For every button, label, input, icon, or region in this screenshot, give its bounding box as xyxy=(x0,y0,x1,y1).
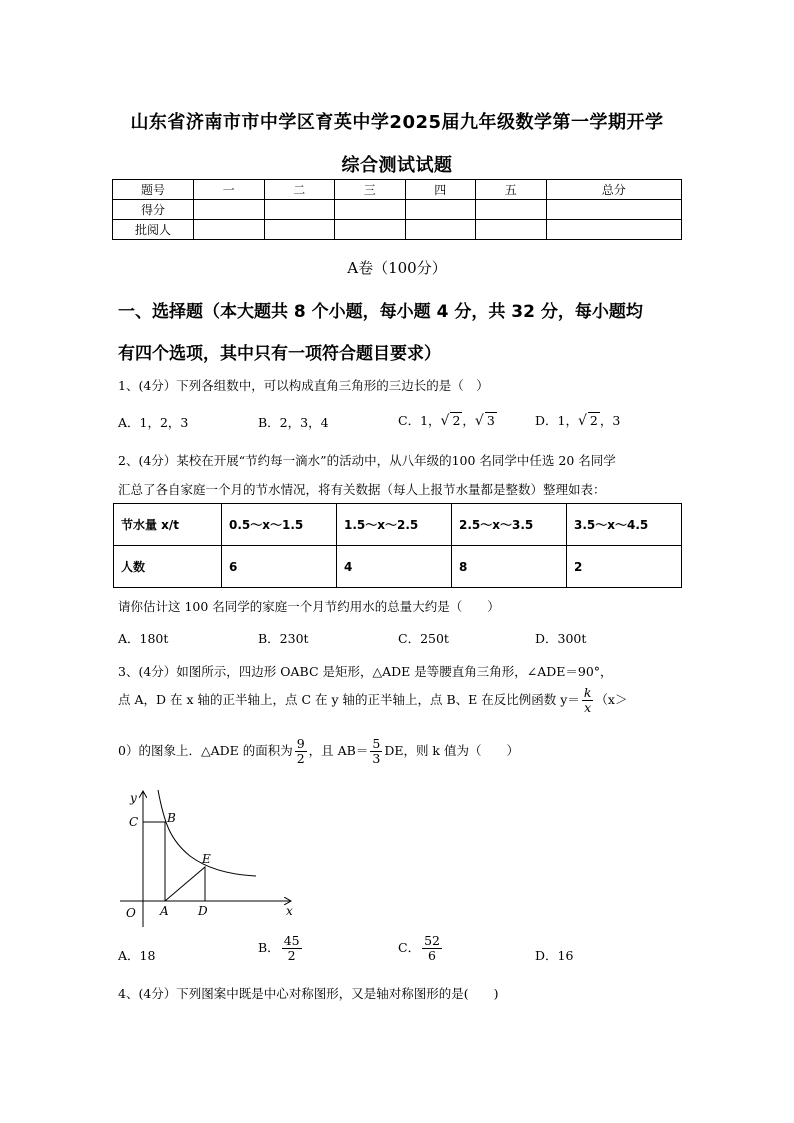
q3-option-b-prefix: B． xyxy=(258,939,280,955)
q2-question: 请你估计这 100 名同学的家庭一个月节约用水的总量大约是（ ） xyxy=(118,599,500,614)
q3-line2-tail: （x＞ xyxy=(595,691,628,707)
score-cell[interactable] xyxy=(405,200,476,220)
q3-stem-line3 xyxy=(118,737,519,766)
section1-heading-line1: 一、选择题（本大题共 8 个小题，每小题 4 分，共 32 分，每小题均 xyxy=(118,302,643,322)
water-cell: 6 xyxy=(222,546,337,588)
score-cell[interactable] xyxy=(335,220,406,240)
q1-option-c-radicand2: 3 xyxy=(486,413,495,428)
score-cell[interactable] xyxy=(476,200,547,220)
score-cell[interactable] xyxy=(546,220,682,240)
label-e: E xyxy=(202,852,211,866)
score-table xyxy=(112,179,682,240)
score-table-header-row xyxy=(113,180,682,200)
sqrt-icon: √ xyxy=(440,413,450,429)
water-row-label: 人数 xyxy=(114,546,222,588)
q3-option-c-prefix: C． xyxy=(398,939,421,955)
water-cell: 4 xyxy=(337,546,452,588)
score-header-cell: 一 xyxy=(194,180,265,200)
fraction-denominator: 3 xyxy=(372,750,381,766)
fraction-k-over-x xyxy=(582,686,594,715)
fraction-denominator: 2 xyxy=(287,947,296,963)
score-cell[interactable] xyxy=(264,200,335,220)
q1-option-c[interactable] xyxy=(398,411,497,429)
q1-option-d-radicand: 2 xyxy=(589,413,598,428)
q2-option-b[interactable]: B．230t xyxy=(258,631,309,646)
page-title-line1: 山东省济南市市中学区育英中学2025届九年级数学第一学期开学 xyxy=(130,112,664,133)
q1-option-d-suffix: ，3 xyxy=(599,413,621,428)
rectangle-oabc xyxy=(143,822,165,901)
water-header-cell: 节水量 x/t xyxy=(114,504,222,546)
fraction-denominator: x xyxy=(584,699,592,715)
q2-stem-line2: 汇总了各自家庭一个月的节水情况，将有关数据（每人上报节水量都是整数）整理如表： xyxy=(118,482,606,497)
water-table-row xyxy=(114,546,682,588)
fraction-5-over-3 xyxy=(370,737,382,766)
q3-line3-b: ，且 AB＝ xyxy=(308,742,369,758)
water-cell: 8 xyxy=(452,546,567,588)
page-title-line2: 综合测试试题 xyxy=(341,155,453,176)
fraction-denominator: 2 xyxy=(296,750,305,766)
sqrt-icon: √ xyxy=(474,413,484,429)
label-a: A xyxy=(160,904,169,918)
section1-heading-line2: 有四个选项，其中只有一项符合题目要求） xyxy=(118,344,441,364)
label-c: C xyxy=(129,815,139,829)
label-d: D xyxy=(198,904,208,918)
score-header-cell: 五 xyxy=(476,180,547,200)
score-header-cell: 题号 xyxy=(113,180,194,200)
score-row-defen xyxy=(113,200,682,220)
q2-option-d[interactable]: D．300t xyxy=(535,631,587,646)
fraction-numerator: 9 xyxy=(296,736,305,751)
water-header-cell: 2.5～x～3.5 xyxy=(452,504,567,546)
score-header-cell: 四 xyxy=(405,180,476,200)
water-cell: 2 xyxy=(567,546,682,588)
score-cell[interactable] xyxy=(194,220,265,240)
q2-option-c[interactable]: C．250t xyxy=(398,631,449,646)
fraction-52-over-6 xyxy=(422,934,442,963)
q1-option-c-radicand1: 2 xyxy=(452,413,461,428)
score-cell[interactable] xyxy=(335,200,406,220)
score-row-piyueren xyxy=(113,220,682,240)
score-header-cell: 二 xyxy=(264,180,335,200)
q1-option-c-prefix: C．1， xyxy=(398,413,441,428)
q3-option-d[interactable]: D．16 xyxy=(535,948,574,963)
q1-option-b[interactable]: B．2，3，4 xyxy=(258,415,329,430)
fraction-denominator: 6 xyxy=(428,947,436,963)
q3-line3-c: DE，则 k 值为（ ） xyxy=(384,742,519,758)
q3-option-a[interactable]: A．18 xyxy=(118,948,156,963)
water-header-cell: 0.5～x～1.5 xyxy=(222,504,337,546)
q2-stem-line1: 2、(4分）某校在开展“节约每一滴水”的活动中，从八年级的100 名同学中任选 20 名同学 xyxy=(118,453,616,468)
q1-stem: 1、(4分）下列各组数中，可以构成直角三角形的三边长的是（ ） xyxy=(118,378,489,393)
q1-option-a[interactable]: A．1，2，3 xyxy=(118,415,189,430)
q1-option-c-sep: ， xyxy=(462,413,475,428)
q3-option-b[interactable] xyxy=(258,934,304,963)
triangle-ade xyxy=(165,867,205,901)
label-y: y xyxy=(130,791,137,805)
fraction-45-over-2 xyxy=(282,934,302,963)
score-cell[interactable] xyxy=(405,220,476,240)
label-o: O xyxy=(126,906,136,920)
score-header-cell: 三 xyxy=(335,180,406,200)
q1-option-d[interactable] xyxy=(535,411,620,429)
score-row-label: 得分 xyxy=(113,200,194,220)
q3-line3-a: 0）的图象上．△ADE 的面积为 xyxy=(118,742,293,758)
q3-stem-line2 xyxy=(118,686,627,715)
water-table xyxy=(113,503,682,588)
q3-stem-line1: 3、(4分）如图所示，四边形 OABC 是矩形，△ADE 是等腰直角三角形，∠ADE＝90°， xyxy=(118,664,613,679)
q4-stem: 4、(4分）下列图案中既是中心对称图形，又是轴对称图形的是( ) xyxy=(118,986,499,1001)
label-b: B xyxy=(167,811,176,825)
q3-figure xyxy=(110,782,310,932)
q3-line2-text: 点 A，D 在 x 轴的正半轴上，点 C 在 y 轴的正半轴上，点 B、E 在反比例函数 y＝ xyxy=(118,691,580,707)
score-cell[interactable] xyxy=(264,220,335,240)
score-row-label: 批阅人 xyxy=(113,220,194,240)
score-cell[interactable] xyxy=(476,220,547,240)
water-header-cell: 1.5～x～2.5 xyxy=(337,504,452,546)
score-cell[interactable] xyxy=(546,200,682,220)
fraction-9-over-2 xyxy=(295,737,307,766)
score-cell[interactable] xyxy=(194,200,265,220)
fraction-numerator: 45 xyxy=(283,933,300,948)
q2-option-a[interactable]: A．180t xyxy=(118,631,169,646)
water-header-cell: 3.5～x～4.5 xyxy=(567,504,682,546)
score-header-cell: 总分 xyxy=(546,180,682,200)
fraction-numerator: 5 xyxy=(372,736,381,751)
q1-option-d-prefix: D．1， xyxy=(535,413,578,428)
fraction-numerator: 52 xyxy=(424,933,440,948)
q3-option-c[interactable] xyxy=(398,934,444,963)
water-table-header-row xyxy=(114,504,682,546)
label-x: x xyxy=(286,904,293,918)
sqrt-icon: √ xyxy=(577,413,587,429)
volume-heading: A卷（100分） xyxy=(347,259,447,277)
fraction-numerator: k xyxy=(583,685,592,700)
